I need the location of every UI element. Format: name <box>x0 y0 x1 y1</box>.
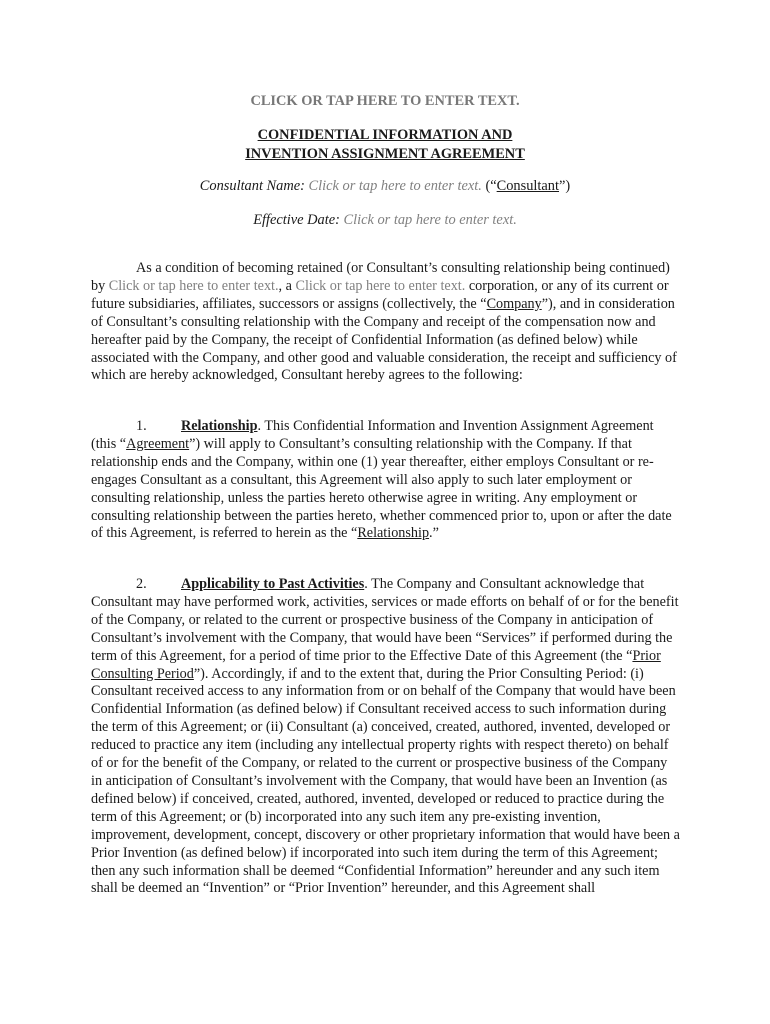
consultant-name-field[interactable]: Click or tap here to enter text. <box>308 178 482 194</box>
agreement-title <box>0 126 770 164</box>
company-defined-term: Company <box>486 295 542 312</box>
consultant-name-line <box>0 178 770 195</box>
effective-date-line <box>0 212 770 229</box>
effective-date-field[interactable]: Click or tap here to enter text. <box>343 212 517 228</box>
title-line-1: CONFIDENTIAL INFORMATION AND <box>257 127 513 143</box>
intro-text-2: , a <box>278 277 296 294</box>
section-1-relationship <box>91 418 681 543</box>
title-placeholder-field[interactable]: CLICK OR TAP HERE TO ENTER TEXT. <box>250 93 520 109</box>
intro-text-1: As a condition of becoming retained (or Consultant’s consulting relationship being continued) by <box>91 260 670 294</box>
intro-text-3: corporation, or any of its current or future subsidiaries, affiliates, successors or assigns (collectively, the “ <box>91 277 669 312</box>
title-line-2: INVENTION ASSIGNMENT AGREEMENT <box>245 146 525 162</box>
company-state-field[interactable]: Click or tap here to enter text. <box>295 277 466 294</box>
effective-date-label: Effective Date: <box>253 212 340 228</box>
prior-consulting-period-defined-term: Prior Consulting Period <box>91 647 661 682</box>
section-1-heading: Relationship <box>181 418 258 434</box>
consultant-close-quote: ”) <box>559 178 571 194</box>
section-2-heading: Applicability to Past Activities <box>181 576 365 592</box>
relationship-defined-term: Relationship <box>357 525 430 542</box>
intro-text-4: ”), and in consideration of Consultant’s consulting relationship with the Company and receipt of the compensation now and hereafter paid by the Company, the receipt of Confidential Information (as defined below) while associated with the Company, and other good and valuable consideration, the receipt and sufficiency of which are hereby acknowledged, Consultant hereby agrees to the following: <box>91 295 677 384</box>
section-2-number: 2. <box>136 576 147 592</box>
consultant-defined-term: Consultant <box>496 178 560 194</box>
section-1-text-2: ”) will apply to Consultant’s consulting relationship with the Company. If that relationship ends and the Company, within one (1) year thereafter, either employs Consultant or re-engages Consultant as a consultant, this Agreement will also apply to such later employment or consulting relationship, unless the parties hereto otherwise agree in writing. Any employment or consulting relationship between the parties hereto, whether commenced prior to, upon or after the date of this Agreement, is referred to herein as the “ <box>91 435 672 542</box>
consultant-open-quote: (“ <box>485 178 497 194</box>
company-name-field[interactable]: Click or tap here to enter text. <box>108 277 279 294</box>
section-2-past-activities <box>91 576 681 898</box>
section-2-text-1: . The Company and Consultant acknowledge that Consultant may have performed work, activities, services or made efforts on behalf of or for the benefit of the Company, or related to the current or prospective business of the Company in anticipation of Consultant’s involvement with the Company, that would have been “Services” if performed during the term of this Agreement, for a period of time prior to the Effective Date of this Agreement (the “ <box>91 576 679 664</box>
consultant-name-label: Consultant Name: <box>199 178 305 194</box>
intro-paragraph <box>91 260 681 385</box>
section-1-number: 1. <box>136 418 147 434</box>
agreement-defined-term: Agreement <box>126 435 190 452</box>
section-1-text-1: . This Confidential Information and Invention Assignment Agreement (this “ <box>91 418 654 452</box>
section-2-text-2: ”). Accordingly, if and to the extent that, during the Prior Consulting Period: (i) Consultant received access to any information from or on behalf of the Company that would have been Confidential Information (as defined below) if Consultant received access to such information during the term of this Agreement; or (ii) Consultant (a) conceived, created, authored, invented, developed or reduced to practice any item (including any intellectual property rights with respect thereto) on behalf of or for the benefit of the Company, or related to the current or prospective business of the Company in anticipation of Consultant’s involvement with the Company, that would have been an Invention (as defined below) if conceived, created, authored, invented, developed or reduced to practice during the term of this Agreement; or (b) incorporated into any such item any pre-existing invention, improvement, development, concept, discovery or other proprietary information that would have been a Prior Invention (as defined below) if incorporated into such item during the term of this Agreement; then any such information shall be deemed “Confidential Information” hereunder and any such item shall be deemed an “Invention” or “Prior Invention” hereunder, and this Agreement shall <box>91 665 680 897</box>
section-1-text-3: .” <box>429 525 439 542</box>
